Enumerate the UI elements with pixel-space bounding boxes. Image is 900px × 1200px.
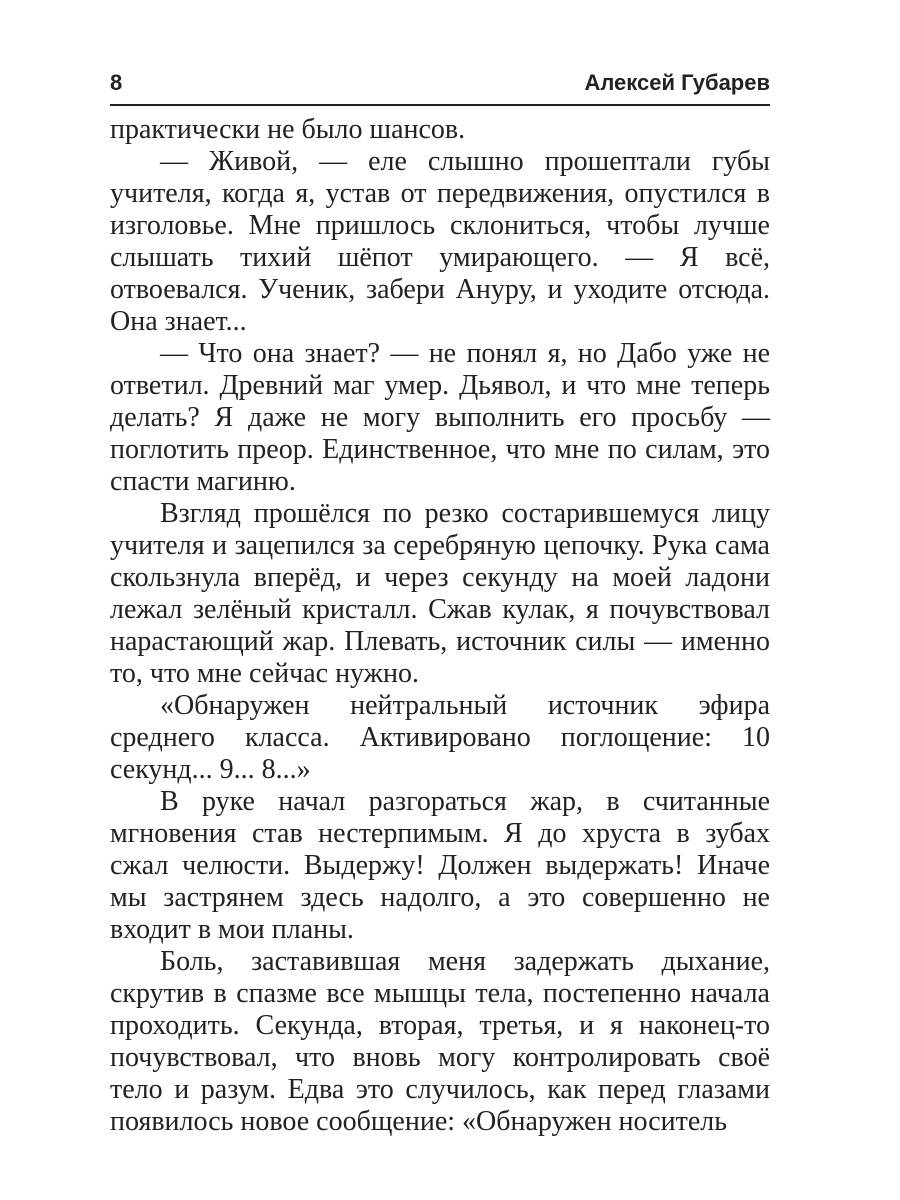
paragraph-heat: В руке начал разгораться жар, в считанные мгновения став нестерпимым. Я до хруста в зубах сжал челюсти. Выдержу! Должен выдержать! Иначе мы застрянем здесь надолго, а это совершенно не входит в мои планы. <box>110 786 770 945</box>
paragraph-pain: Боль, заставившая меня задержать дыхание, скрутив в спазме все мышцы тела, постепенно начала проходить. Секунда, вторая, третья, и я наконец-то почувствовал, что вновь могу контролировать своё тело и разум. Едва это случилось, как перед глазами появилось новое сообщение: «Обнаружен носитель <box>110 946 770 1137</box>
page-header <box>110 66 770 106</box>
page-number: 8 <box>110 70 123 95</box>
paragraph-system-message: «Обнаружен нейтральный источник эфира среднего класса. Активировано поглощение: 10 секунд... 9... 8...» <box>110 690 770 785</box>
paragraph-continued: практически не было шансов. <box>110 114 466 145</box>
running-head-author: Алексей Губарев <box>584 70 770 95</box>
paragraph-dialogue-teacher: — Живой, — еле слышно прошептали губы учителя, когда я, устав от передвижения, опустился в изголовье. Мне пришлось склониться, чтобы лучше слышать тихий шёпот умирающего. — Я всё, отвоевался. Ученик, забери Ануру, и уходите отсюда. Она знает... <box>110 146 770 337</box>
body-text <box>110 114 770 1138</box>
paragraph-crystal: Взгляд прошёлся по резко состарившемуся лицу учителя и зацепился за серебряную цепочку. Рука сама скользнула вперёд, и через секунду на моей ладони лежал зелёный кристалл. Сжав кулак, я почувствовал нарастающий жар. Плевать, источник силы — именно то, что мне сейчас нужно. <box>110 498 770 689</box>
paragraph-dialogue-question: — Что она знает? — не понял я, но Дабо уже не ответил. Древний маг умер. Дьявол, и что мне теперь делать? Я даже не могу выполнить его просьбу — поглотить преор. Единственное, что мне по силам, это спасти магиню. <box>110 338 770 497</box>
